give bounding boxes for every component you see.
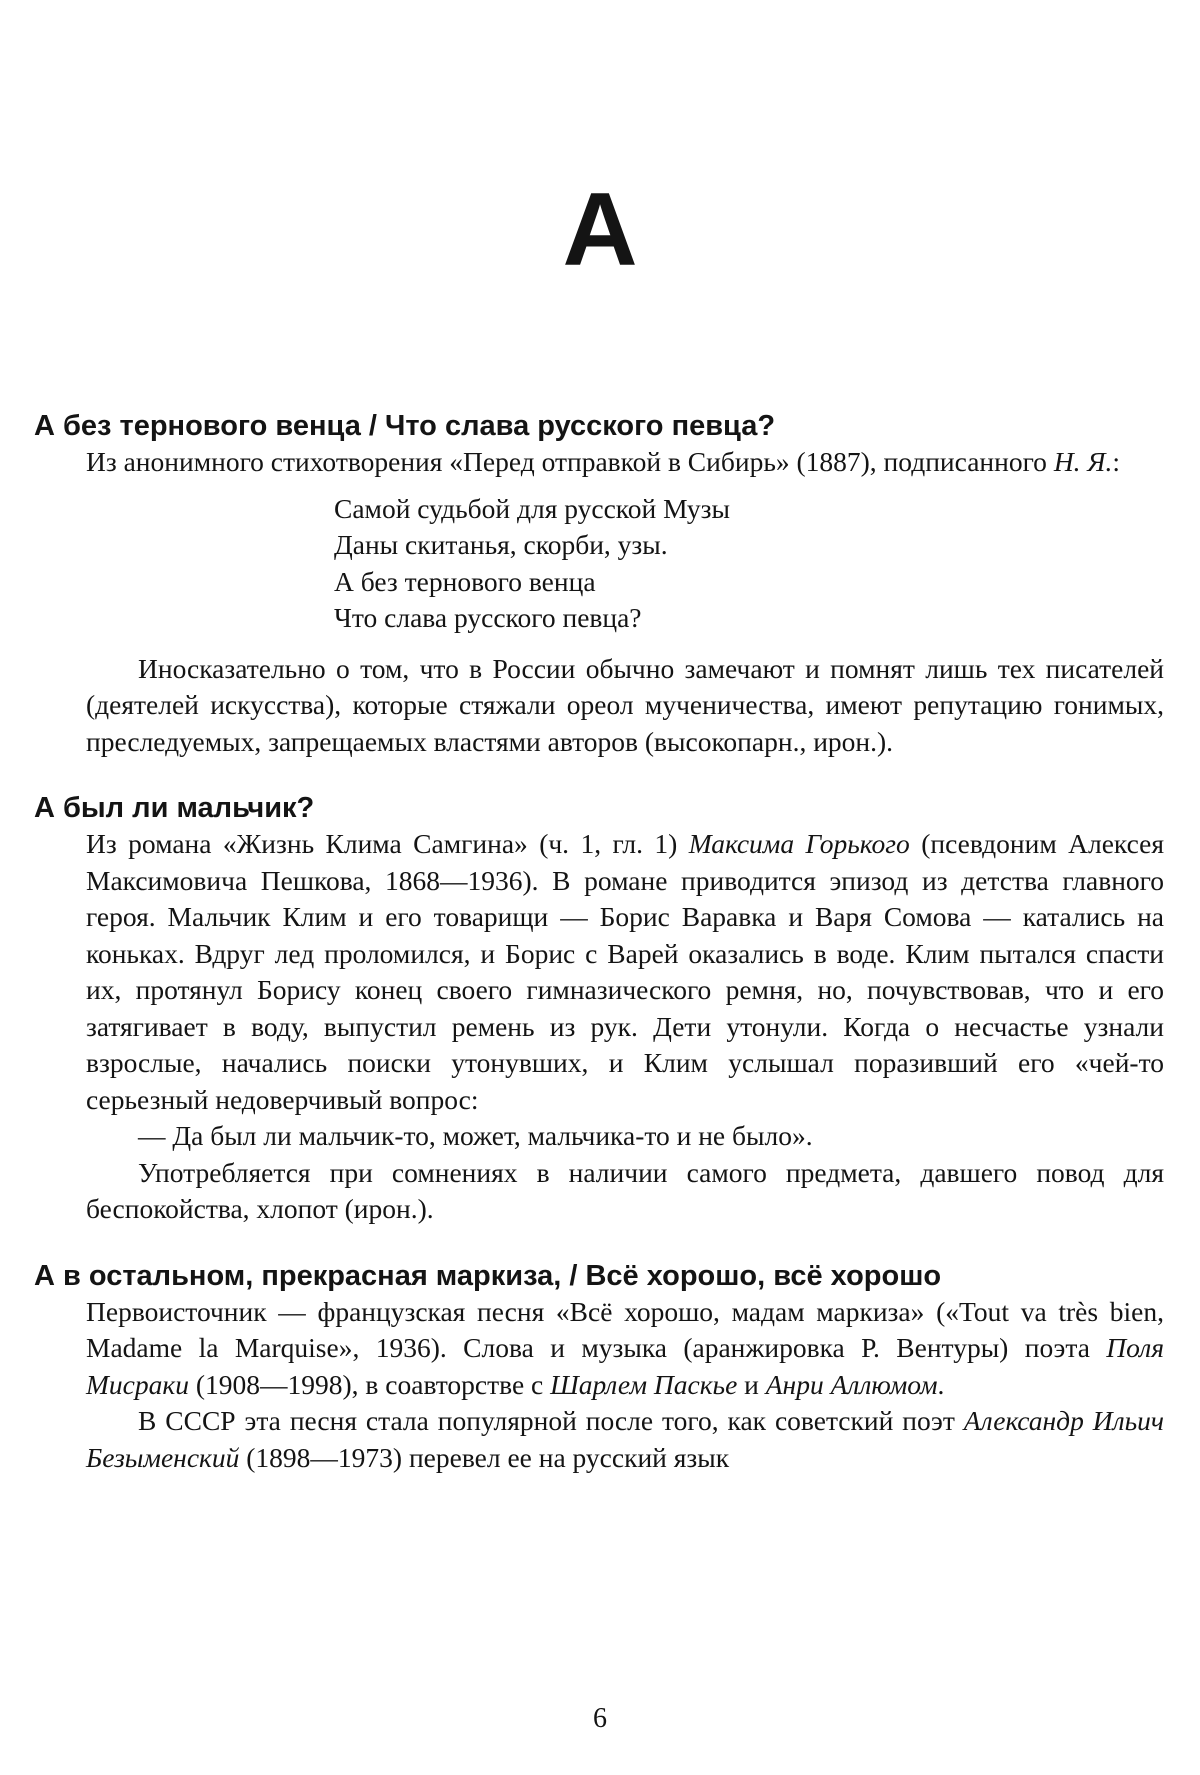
entry-body <box>34 651 1164 761</box>
entry-comment: Употребляется при сомнениях в наличии самого предмета, давшего повод для беспокойства, хлопот (ирон.). <box>86 1156 1164 1224</box>
author-name: Александр Ильич Безыменский <box>86 1405 1165 1473</box>
entry-body <box>34 444 1164 481</box>
entry-heading: А без тернового венца / Что слава русского певца? <box>34 410 776 442</box>
entry-heading: А был ли мальчик? <box>34 792 315 824</box>
poem-quote <box>34 491 1164 637</box>
entry-body <box>34 826 1164 1228</box>
page-number: 6 <box>593 1703 607 1734</box>
section-letter: А <box>562 172 638 288</box>
poem-line: Даны скитанья, скорби, узы. <box>334 529 668 560</box>
dictionary-entry <box>34 408 1164 760</box>
author-name: Н. Я. <box>1053 446 1113 477</box>
dictionary-content <box>34 408 1164 1476</box>
entry-quote: — Да был ли мальчик-то, может, мальчика-то и не было». <box>138 1120 813 1151</box>
author-name: Шарлем Паскье <box>550 1368 738 1400</box>
entry-body <box>34 1294 1164 1477</box>
entry-heading: А в остальном, прекрасная маркиза, / Всё хорошо, всё хорошо <box>34 1259 942 1292</box>
dictionary-entry <box>34 1258 1164 1477</box>
author-name: Поля Мисраки <box>86 1332 1164 1400</box>
author-name: Максима Горького <box>688 828 910 859</box>
entry-comment: Иносказательно о том, что в России обычно замечают и помнят лишь тех писателей (деятелей искусства), которые стяжали ореол мученичества, имеют репутацию гонимых, преследуемых, запрещаемых властями авторов (высокопарн., ирон.). <box>86 652 1164 757</box>
entry-continuation: В СССР эта песня стала популярной после того, как советский поэт Александр Ильич Безыменский (1898—1973) перевел ее на русский язык <box>86 1405 1165 1473</box>
entry-source: Первоисточник — французская песня «Всё хорошо, мадам маркиза» («Tout va très bien, Madame la Marquise», 1936). Слова и музыка (аранжировка Р. Вентуры) поэта Поля Мисраки (1908—1998), в соавторстве с Шарлем Паскье и Анри Аллюмом. <box>86 1295 1164 1400</box>
poem-line: А без тернового венца <box>334 565 596 597</box>
entry-source: Из романа «Жизнь Клима Самгина» (ч. 1, гл. 1) Максима Горького (псевдоним Алексея Максимовича Пешкова, 1868—1936). В романе приводится эпизод из детства главного героя. Мальчик Клим и его товарищи — Борис Варавка и Варя Сомова — катались на коньках. Вдруг лед проломился, и Борис с Варей оказались в воде. Клим пытался спасти их, протянул Борису конец своего гимназического ремня, но, почувствовав, что и его затягивает в воду, выпустил ремень из рук. Дети утонули. Когда о несчастье узнали взрослые, начались поиски утонувших, и Клим услышал поразивший его «чей-то серьезный недоверчивый вопрос: <box>86 828 1164 1115</box>
poem-line: Что слава русского певца? <box>334 602 642 633</box>
poem-line: Самой судьбой для русской Музы <box>334 492 730 524</box>
dictionary-entry <box>34 790 1164 1228</box>
author-name: Анри Аллюмом <box>765 1368 938 1400</box>
entry-intro: Из анонимного стихотворения «Перед отправкой в Сибирь» (1887), подписанного Н. Я.: <box>86 446 1121 477</box>
